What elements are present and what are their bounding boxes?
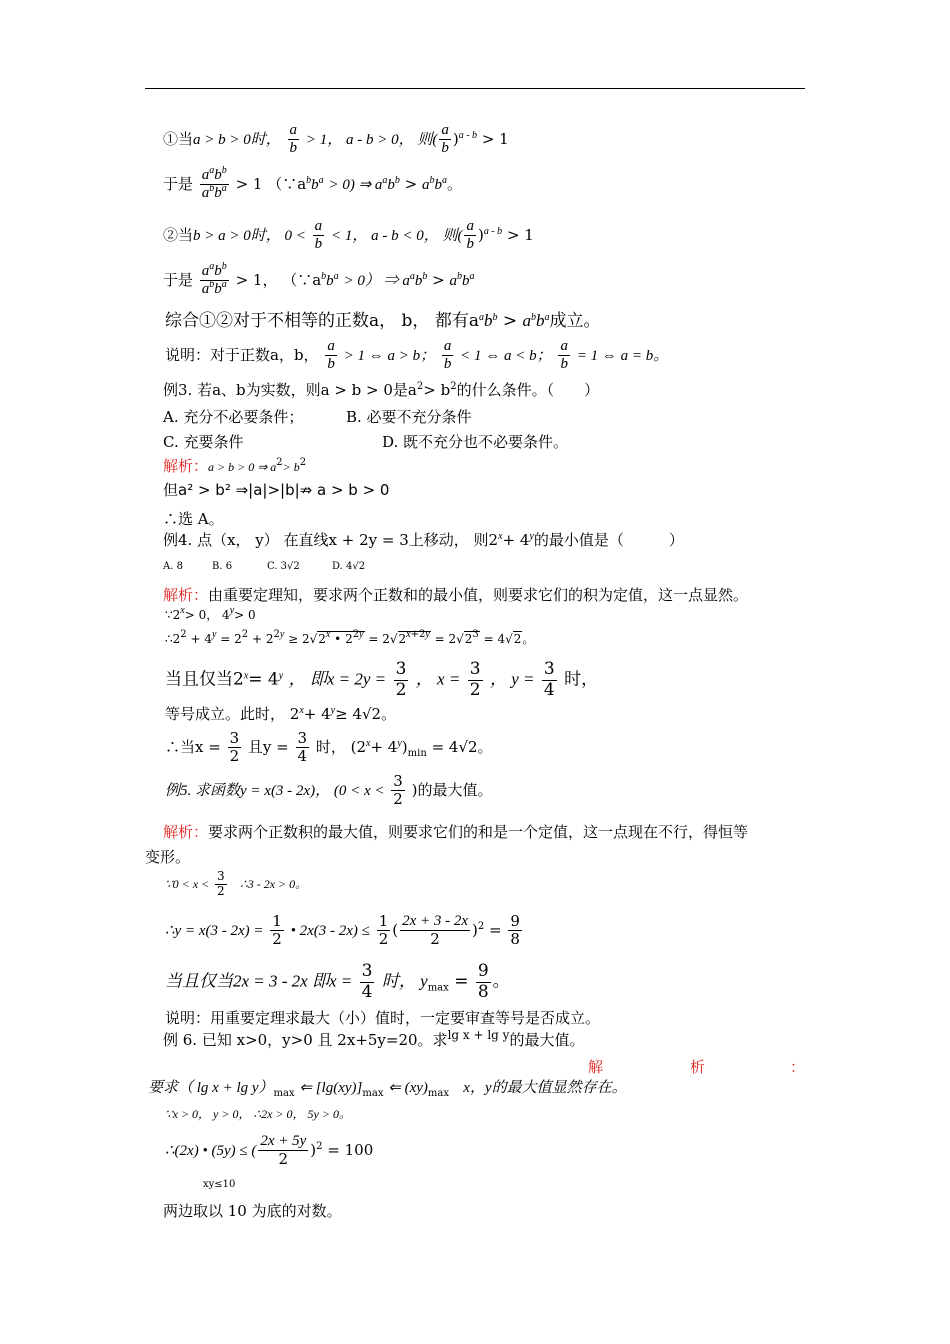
ex3-option-c: C. 充要条件: [163, 433, 244, 451]
ex4-option-b: B. 6: [212, 561, 233, 572]
ex4-title: 例4. 点（x， y） 在直线x + 2y = 3上移动， 则$2^x+ 4^y$的最小值是（ ）: [163, 531, 684, 549]
ex4-analysis: 解析：由重要定理知，要求两个正数和的最小值，则要求它们的积为定值，这一点显然。: [163, 586, 749, 604]
ex4-line3: 当且仅当$2^x= 4^y$ ， 即x = 2y = $\frac{3}{2}$ ， x = $\frac{3}{2}$ ， y = $\frac{3}{4}$ 时，: [165, 659, 599, 700]
case2-line: ②当b > a > 0时， 0 < $\frac{a}{b}$ < 1， a - b < 0， 则( $\frac{a}{b}$ )$^{a - b}$ > 1: [163, 218, 534, 253]
ex3-option-a: A. 充分不必要条件；: [163, 408, 304, 426]
ex5-line2: ∴y = x(3 - 2x) = $\frac{1}{2}$ • 2x(3 - 2x) ≤ $\frac{1}{2}$ ( $\frac{2x + 3 - 2x}{2}$ )$^2$ = $\frac{9}{8}$: [165, 912, 520, 949]
ex3-analysis: 解析：a > b > 0 ⇒ $a^2> b^2$: [163, 457, 307, 475]
ex4-line5: ∴当x = $\frac{3}{2}$ 且y = $\frac{3}{4}$ 时， $(2^x+ 4^y)_{min} = 4√2$。: [165, 729, 493, 766]
case1-line: ①当a > b > 0时， $\frac{a}{b}$ > 1， a - b > 0， 则( $\frac{a}{b}$ )$^{a - b}$ > 1: [163, 122, 509, 157]
ex5-line3: 当且仅当2x = 3 - 2x 即x = $\frac{3}{4}$ 时， $y_{max}$ = $\frac{9}{8}$ 。: [165, 961, 510, 1002]
ex5-title: 例5. 求函数y = x(3 - 2x)， (0 < x < $\frac{3}{2}$ )的最大值。: [165, 772, 493, 809]
ex6-line4: xy≤10: [203, 1179, 236, 1190]
ex6-title: 例 6. 已知 x>0，y>0 且 2x+5y=20。求$^{lg x + lg y}$的最大值。: [163, 1028, 585, 1049]
ex4-line2: $\therefore 2^2 + 4^y = 2^2 + 2^{2y} \ge 2√2^x$ • $2^{2y} = 2√2^{x+2y} = 2√2^3 = 4√2$。: [165, 629, 535, 646]
ex6-line3: ∴(2x) • (5y) ≤ ( $\frac{2x + 5y}{2}$ )$^2$ = 100: [165, 1133, 374, 1169]
ex4-option-d: D. 4√2: [332, 561, 366, 572]
ex5-analysis-cont: 变形。: [145, 848, 191, 866]
ex4-option-a: A. 8: [163, 561, 183, 572]
ex3-answer: ∴选 A。: [163, 510, 224, 528]
ex3-option-d: D. 既不充分也不必要条件。: [382, 433, 569, 451]
ex6-line5: 两边取以 10 为底的对数。: [163, 1202, 342, 1220]
ex3-title: 例3. 若a、b为实数，则a > b > 0是$a^2> b^2$的什么条件。（ ）: [163, 381, 600, 399]
ex5-analysis: 解析：要求两个正数积的最大值，则要求它们的和是一个定值，这一点现在不行，得恒等: [163, 823, 749, 841]
note1: 说明：对于正数a，b， $\frac{a}{b}$ > 1 ⇔ a > b； $\frac{a}{b}$ < 1 ⇔ a < b； $\frac{a}{b}$ = 1 ⇔ a = b。: [165, 338, 669, 373]
ex6-analysis-char-2: 析: [690, 1058, 706, 1076]
ex6-line2: ∵x > 0， y > 0， ∴2x > 0， 5y > 0。: [165, 1107, 351, 1121]
ex6-line1: 要求（ $\lg x + \lg y)_{max}$ ⇐ $[\lg(xy)]_{max}$ ⇐ $(xy)_{max}$ x，y的最大值显然存在。: [148, 1080, 627, 1099]
ex6-analysis-char-1: 解: [588, 1058, 604, 1076]
ex4-line1: $\because 2^x> 0$， $4^y> 0$: [165, 605, 256, 622]
ex5-note: 说明：用重要定理求最大（小）值时，一定要审查等号是否成立。: [165, 1009, 601, 1027]
ex5-line1: ∵0 < x < $\frac{3}{2}$ ∴3 - 2x > 0。: [165, 869, 308, 898]
ex6-analysis-char-3: ：: [790, 1058, 806, 1076]
ex4-option-c: C. 3√2: [267, 561, 300, 572]
case1-conclusion: 于是 $\frac{a^ab^b}{a^bb^a}$ > 1 $(\because a^bb^a > 0)$ ⇒ $a^ab^b > a^bb^a$。: [163, 165, 463, 202]
summary: 综合①②对于不相等的正数a， b， 都有$a^ab^b > a^bb^a$成立。: [165, 311, 601, 331]
case2-conclusion: 于是 $\frac{a^ab^b}{a^bb^a}$ > 1， $(\because a^bb^a > 0)$ ⇒ $a^ab^b > a^bb^a$: [163, 261, 475, 298]
ex3-option-b: B. 必要不充分条件: [346, 408, 472, 426]
ex3-line2: 但a² > b² ⇒|a|>|b|⇏ a > b > 0: [163, 481, 390, 499]
top-rule: [145, 88, 805, 89]
ex4-line4: 等号成立。此时， $2^x+ 4^y\ge 4√2$。: [165, 705, 397, 723]
